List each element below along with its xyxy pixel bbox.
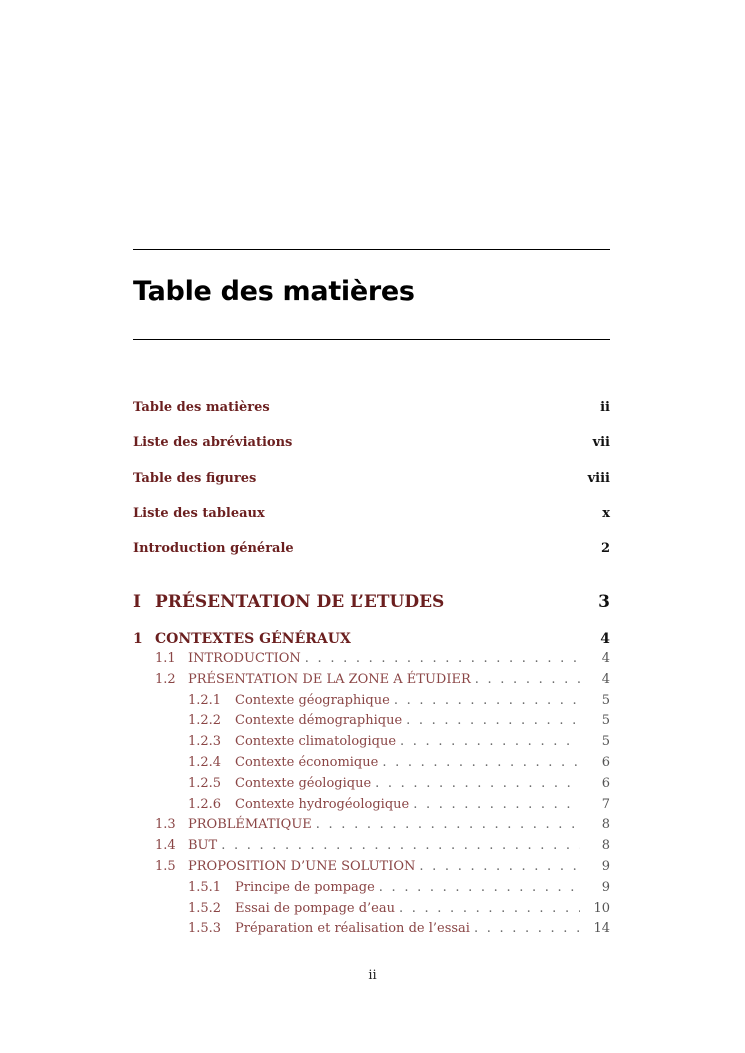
toc-section-entry[interactable]	[133, 838, 610, 853]
toc-section-entry[interactable]	[133, 651, 610, 666]
entry-title: PRÉSENTATION DE LA ZONE A ÉTUDIER	[188, 671, 471, 687]
entry-number: 1.3	[155, 817, 176, 833]
entry-page: 10	[593, 900, 610, 916]
toc-subsection-entry[interactable]	[133, 776, 610, 791]
entry-title: Contexte climatologique	[235, 734, 397, 750]
entry-number: 1.5.1	[188, 879, 222, 895]
toc-section-entry[interactable]	[133, 817, 610, 832]
entry-number: 1.5.3	[188, 921, 222, 937]
entry-title: PROPOSITION D’UNE SOLUTION	[188, 859, 416, 874]
chapter-title: CONTEXTES GÉNÉRAUX	[155, 631, 351, 647]
entry-title: Table des matières	[133, 400, 270, 415]
part-title: PRÉSENTATION DE L’ETUDES	[155, 592, 445, 612]
toc-subsection-entry[interactable]	[133, 797, 610, 812]
dot-leader	[316, 817, 580, 832]
entry-number: 1.1	[155, 651, 176, 666]
dot-leader	[475, 672, 580, 687]
chapter-page: 4	[600, 631, 610, 647]
entry-page: 4	[601, 651, 610, 666]
entry-title: Contexte hydrogéologique	[235, 796, 410, 812]
entry-page: 9	[601, 879, 610, 895]
entry-number: 1.2.4	[188, 755, 222, 770]
entry-page: 4	[601, 671, 610, 687]
toc-front-entry[interactable]	[133, 435, 610, 450]
entry-title: Introduction générale	[133, 541, 294, 557]
dot-leader	[221, 838, 580, 853]
bottom-rule	[133, 339, 610, 340]
entry-page: x	[602, 505, 610, 521]
entry-title: Contexte démographique	[235, 713, 403, 729]
page-title: Table des matières	[133, 276, 415, 307]
entry-page: vii	[592, 435, 610, 451]
toc-subsection-entry[interactable]	[133, 693, 610, 708]
entry-number: 1.2.2	[188, 713, 222, 729]
part-page: 3	[598, 592, 610, 612]
toc-part-entry[interactable]	[133, 592, 610, 612]
entry-title: Contexte géologique	[235, 775, 372, 791]
toc-front-entry[interactable]	[133, 471, 610, 486]
toc-subsection-entry[interactable]	[133, 755, 610, 770]
toc-front-entry[interactable]	[133, 541, 610, 556]
entry-page: 14	[593, 921, 610, 937]
dot-leader	[406, 713, 580, 728]
entry-page: 7	[601, 796, 610, 812]
entry-title: PROBLÉMATIQUE	[188, 817, 312, 833]
toc-subsection-entry[interactable]	[133, 713, 610, 728]
dot-leader	[382, 755, 580, 770]
entry-number: 1.2.5	[188, 775, 222, 791]
entry-title: Principe de pompage	[235, 879, 375, 895]
toc-subsection-entry[interactable]	[133, 880, 610, 895]
top-rule	[133, 249, 610, 250]
entry-page: 5	[601, 692, 610, 708]
dot-leader	[375, 776, 580, 791]
entry-title: Contexte économique	[235, 755, 379, 770]
toc-subsection-entry[interactable]	[133, 734, 610, 749]
entry-page: viii	[587, 470, 610, 486]
entry-title: Préparation et réalisation de l’essai	[235, 921, 470, 937]
toc-front-entry[interactable]	[133, 506, 610, 521]
entry-title: INTRODUCTION	[188, 651, 301, 666]
dot-leader	[474, 921, 580, 936]
entry-title: BUT	[188, 838, 218, 854]
part-number: I	[133, 592, 141, 612]
dot-leader	[413, 797, 580, 812]
entry-page: 8	[601, 817, 610, 833]
entry-page: 6	[601, 775, 610, 791]
entry-number: 1.4	[155, 838, 176, 854]
entry-number: 1.2.6	[188, 796, 222, 812]
entry-page: ii	[600, 400, 610, 415]
toc-subsection-entry[interactable]	[133, 921, 610, 936]
toc-section-entry[interactable]	[133, 859, 610, 874]
entry-page: 8	[601, 838, 610, 854]
dot-leader	[419, 859, 580, 874]
entry-number: 1.5.2	[188, 900, 222, 916]
entry-number: 1.2.3	[188, 734, 222, 750]
dot-leader	[400, 734, 580, 749]
dot-leader	[394, 693, 580, 708]
dot-leader	[379, 880, 580, 895]
entry-title: Essai de pompage d’eau	[235, 900, 395, 916]
toc-section-entry[interactable]	[133, 672, 610, 687]
entry-title: Table des figures	[133, 470, 257, 486]
toc-chapter-entry[interactable]	[133, 631, 610, 647]
dot-leader	[399, 901, 580, 916]
entry-number: 1.2.1	[188, 692, 222, 708]
toc-front-entry[interactable]	[133, 400, 610, 415]
page-number-footer: ii	[368, 968, 377, 983]
entry-title: Contexte géographique	[235, 692, 390, 708]
dot-leader	[305, 651, 580, 666]
chapter-number: 1	[133, 631, 143, 647]
entry-number: 1.5	[155, 859, 176, 874]
entry-number: 1.2	[155, 671, 176, 687]
entry-page: 5	[601, 713, 610, 729]
entry-page: 5	[601, 734, 610, 750]
entry-title: Liste des tableaux	[133, 505, 265, 521]
entry-page: 9	[601, 859, 610, 874]
entry-page: 2	[600, 541, 610, 557]
entry-page: 6	[601, 755, 610, 770]
entry-title: Liste des abréviations	[133, 435, 293, 451]
toc-subsection-entry[interactable]	[133, 901, 610, 916]
